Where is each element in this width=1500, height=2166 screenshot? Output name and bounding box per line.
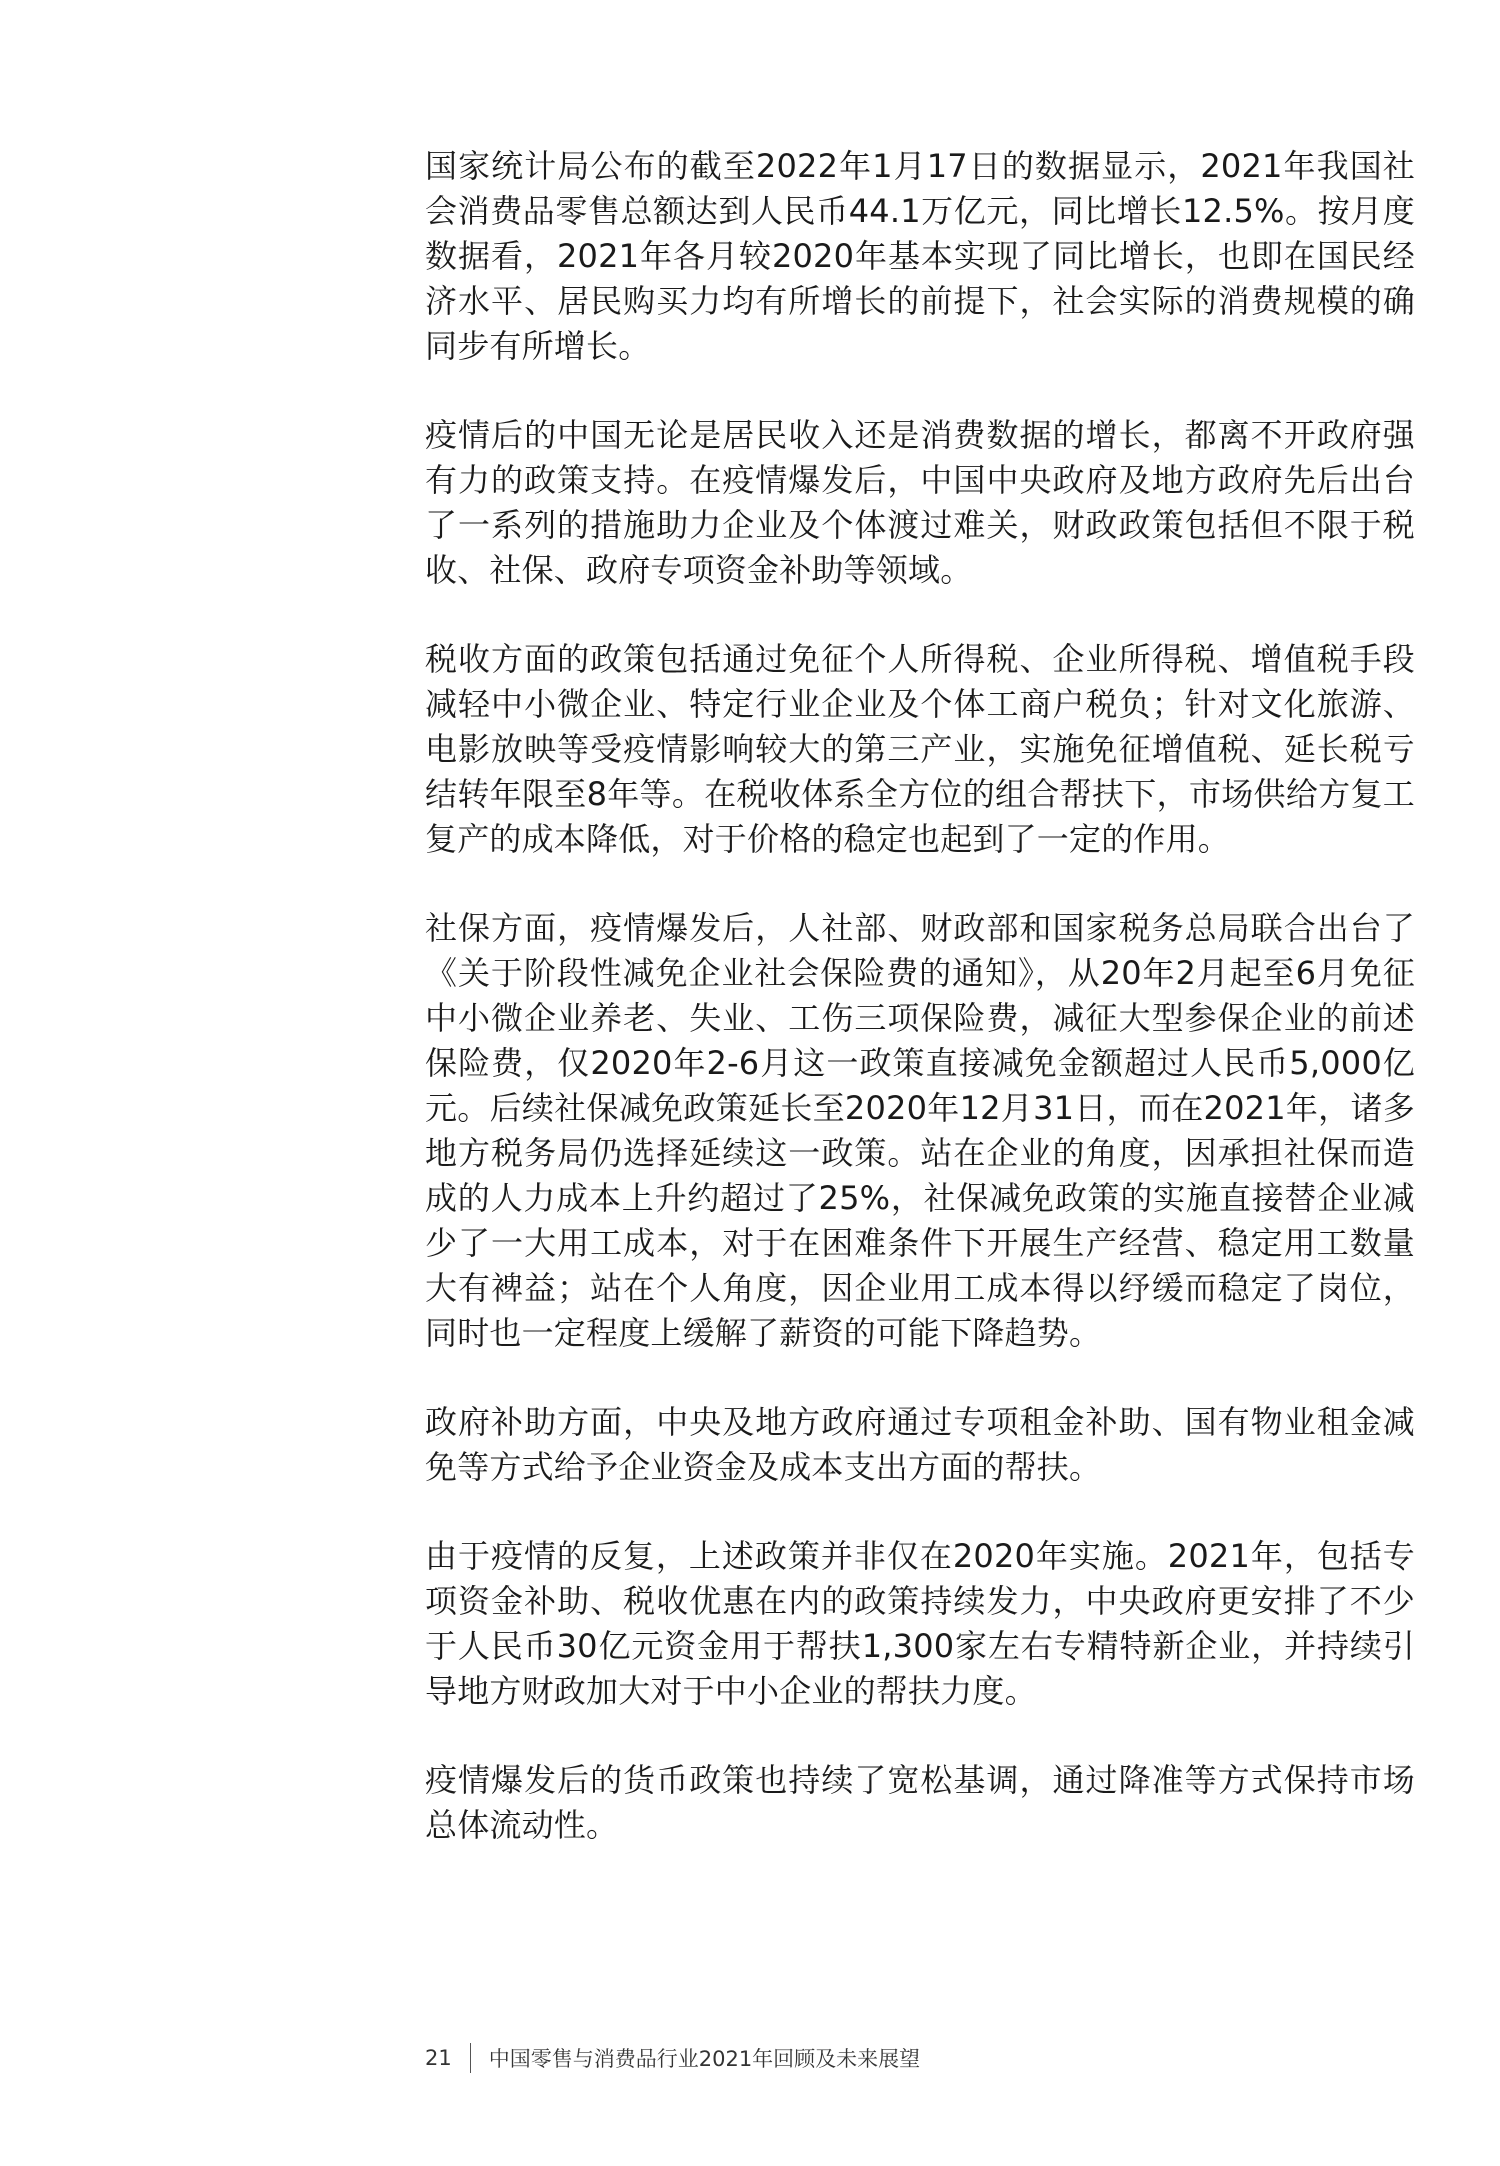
body-content [425, 144, 1415, 1892]
publication-title: 中国零售与消费品行业2021年回顾及未来展望 [488, 2047, 921, 2071]
paragraph-social-security: 社保方面，疫情爆发后，人社部、财政部和国家税务总局联合出台了《关于阶段性减免企业社会保险费的通知》，从20年2月起至6月免征中小微企业养老、失业、工伤三项保险费，减征大型参保企业的前述保险费，仅2020年2-6月这一政策直接减免金额超过人民币5,000亿元。后续社保减免政策延长至2020年12月31日，而在2021年，诸多地方税务局仍选择延续这一政策。站在企业的角度，因承担社保而造成的人力成本上升约超过了25%，社保减免政策的实施直接替企业减少了一大用工成本，对于在困难条件下开展生产经营、稳定用工数量大有裨益；站在个人角度，因企业用工成本得以纾缓而稳定了岗位，同时也一定程度上缓解了薪资的可能下降趋势。 [425, 909, 1415, 1352]
paragraph-government-subsidy: 政府补助方面，中央及地方政府通过专项租金补助、国有物业租金减免等方式给予企业资金及成本支出方面的帮扶。 [425, 1403, 1415, 1486]
paragraph-retail-sales: 国家统计局公布的截至2022年1月17日的数据显示，2021年我国社会消费品零售总额达到人民币44.1万亿元，同比增长12.5%。按月度数据看，2021年各月较2020年基本实现了同比增长，也即在国民经济水平、居民购买力均有所增长的前提下，社会实际的消费规模的确同步有所增长。 [425, 147, 1415, 365]
paragraph-policy-support: 疫情后的中国无论是居民收入还是消费数据的增长，都离不开政府强有力的政策支持。在疫情爆发后，中国中央政府及地方政府先后出台了一系列的措施助力企业及个体渡过难关，财政政策包括但不限于税收、社保、政府专项资金补助等领域。 [425, 416, 1415, 589]
paragraph-2021-continuation: 由于疫情的反复，上述政策并非仅在2020年实施。2021年，包括专项资金补助、税收优惠在内的政策持续发力，中央政府更安排了不少于人民币30亿元资金用于帮扶1,300家左右专精特新企业，并持续引导地方财政加大对于中小企业的帮扶力度。 [425, 1537, 1415, 1710]
page-footer [425, 2043, 920, 2073]
footer-divider [470, 2043, 471, 2073]
paragraph-tax-policy: 税收方面的政策包括通过免征个人所得税、企业所得税、增值税手段减轻中小微企业、特定行业企业及个体工商户税负；针对文化旅游、电影放映等受疫情影响较大的第三产业，实施免征增值税、延长税亏结转年限至8年等。在税收体系全方位的组合帮扶下，市场供给方复工复产的成本降低，对于价格的稳定也起到了一定的作用。 [425, 640, 1415, 858]
page-number: 21 [425, 2046, 452, 2070]
paragraph-monetary-policy: 疫情爆发后的货币政策也持续了宽松基调，通过降准等方式保持市场总体流动性。 [425, 1761, 1415, 1844]
